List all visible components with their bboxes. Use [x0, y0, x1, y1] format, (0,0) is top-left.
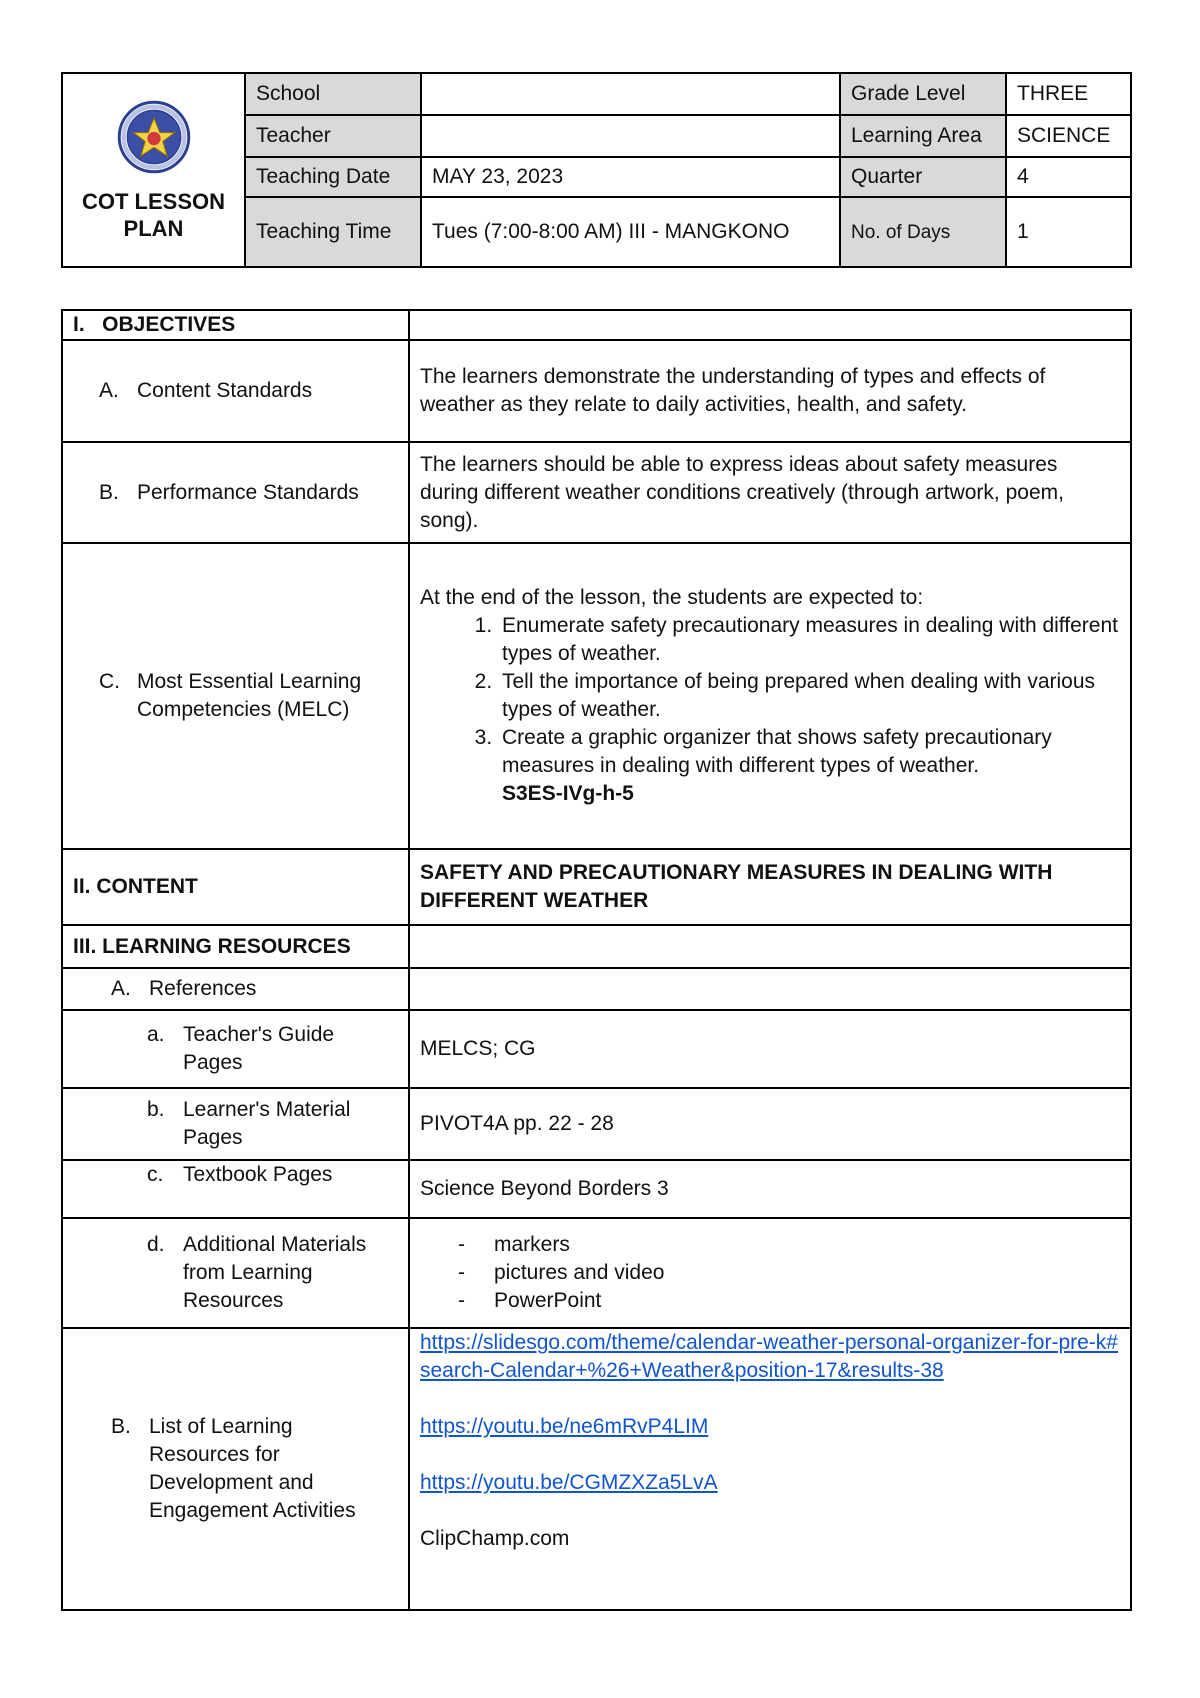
quarter-label: Quarter — [840, 157, 1006, 197]
objectives-heading-blank — [409, 310, 1131, 340]
school-value — [421, 73, 840, 115]
grade-value: THREE — [1006, 73, 1131, 115]
teachers-guide-label: a. Teacher's Guide Pages — [62, 1010, 409, 1088]
list-item: - pictures and video — [458, 1259, 1120, 1287]
objectives-heading: I. OBJECTIVES — [62, 310, 409, 340]
learners-material-value: PIVOT4A pp. 22 - 28 — [409, 1088, 1131, 1160]
list-item: 1. Enumerate safety precautionary measures in dealing with different types of weather. — [498, 612, 1120, 668]
content-standards-text: The learners demonstrate the understanding of types and effects of weather as they relate to daily activities, health, and safety. — [409, 340, 1131, 442]
performance-standards-text: The learners should be able to express ideas about safety measures during different weather conditions creatively (through artwork, poem, song). — [409, 442, 1131, 543]
youtube-link-1[interactable]: https://youtu.be/ne6mRvP4LIM — [420, 1415, 709, 1438]
learners-material-label: b. Learner's Material Pages — [62, 1088, 409, 1160]
page-title: COT LESSON PLAN — [81, 189, 225, 241]
content-standards-label: A. Content Standards — [62, 340, 409, 442]
header-table — [61, 72, 1132, 268]
melc-label: C. Most Essential Learning Competencies (MELC) — [62, 543, 409, 849]
materials-list — [420, 1231, 1120, 1315]
school-label: School — [245, 73, 421, 115]
resources-list-label: B. List of Learning Resources for Development and Engagement Activities — [62, 1328, 409, 1610]
textbook-value: Science Beyond Borders 3 — [409, 1160, 1131, 1218]
references-label: A. References — [62, 968, 409, 1010]
list-item: - markers — [458, 1231, 1120, 1259]
additional-materials-cell — [409, 1218, 1131, 1328]
slidesgo-link[interactable]: https://slidesgo.com/theme/calendar-weather-personal-organizer-for-pre-k#search-Calendar+%26+Weather&position-17&results-38 — [420, 1331, 1118, 1382]
days-label: No. of Days — [840, 197, 1006, 267]
days-value: 1 — [1006, 197, 1131, 267]
teacher-value — [421, 115, 840, 157]
clipchamp-text: ClipChamp.com — [420, 1527, 570, 1550]
teachers-guide-value: MELCS; CG — [409, 1010, 1131, 1088]
learning-area-label: Learning Area — [840, 115, 1006, 157]
youtube-link-2[interactable]: https://youtu.be/CGMZXZa5LvA — [420, 1471, 718, 1494]
list-item: 3. Create a graphic organizer that shows safety precautionary measures in dealing with different types of weather. — [498, 724, 1120, 780]
learning-area-value: SCIENCE — [1006, 115, 1131, 157]
teaching-time-label: Teaching Time — [245, 197, 421, 267]
grade-label: Grade Level — [840, 73, 1006, 115]
melc-intro: At the end of the lesson, the students are expected to: — [420, 586, 924, 609]
content-heading: II. CONTENT — [62, 849, 409, 925]
teaching-time-value: Tues (7:00-8:00 AM) III - MANGKONO — [421, 197, 840, 267]
teaching-date-label: Teaching Date — [245, 157, 421, 197]
resources-links-cell — [409, 1328, 1131, 1610]
objectives-list — [420, 612, 1120, 780]
list-item: 2. Tell the importance of being prepared when dealing with various types of weather. — [498, 668, 1120, 724]
additional-materials-label: d. Additional Materials from Learning Resources — [62, 1218, 409, 1328]
quarter-value: 4 — [1006, 157, 1131, 197]
title-cell — [62, 73, 245, 267]
list-item: - PowerPoint — [458, 1287, 1120, 1315]
learning-resources-heading: III. LEARNING RESOURCES — [62, 925, 409, 968]
teacher-label: Teacher — [245, 115, 421, 157]
references-blank — [409, 968, 1131, 1010]
deped-seal-icon — [117, 100, 191, 174]
melc-code: S3ES-IVg-h-5 — [502, 782, 634, 805]
lesson-plan-table — [61, 309, 1132, 1611]
melc-cell — [409, 543, 1131, 849]
learning-resources-blank — [409, 925, 1131, 968]
performance-standards-label: B. Performance Standards — [62, 442, 409, 543]
content-text: SAFETY AND PRECAUTIONARY MEASURES IN DEALING WITH DIFFERENT WEATHER — [409, 849, 1131, 925]
teaching-date-value: MAY 23, 2023 — [421, 157, 840, 197]
textbook-label: c. Textbook Pages — [62, 1160, 409, 1218]
